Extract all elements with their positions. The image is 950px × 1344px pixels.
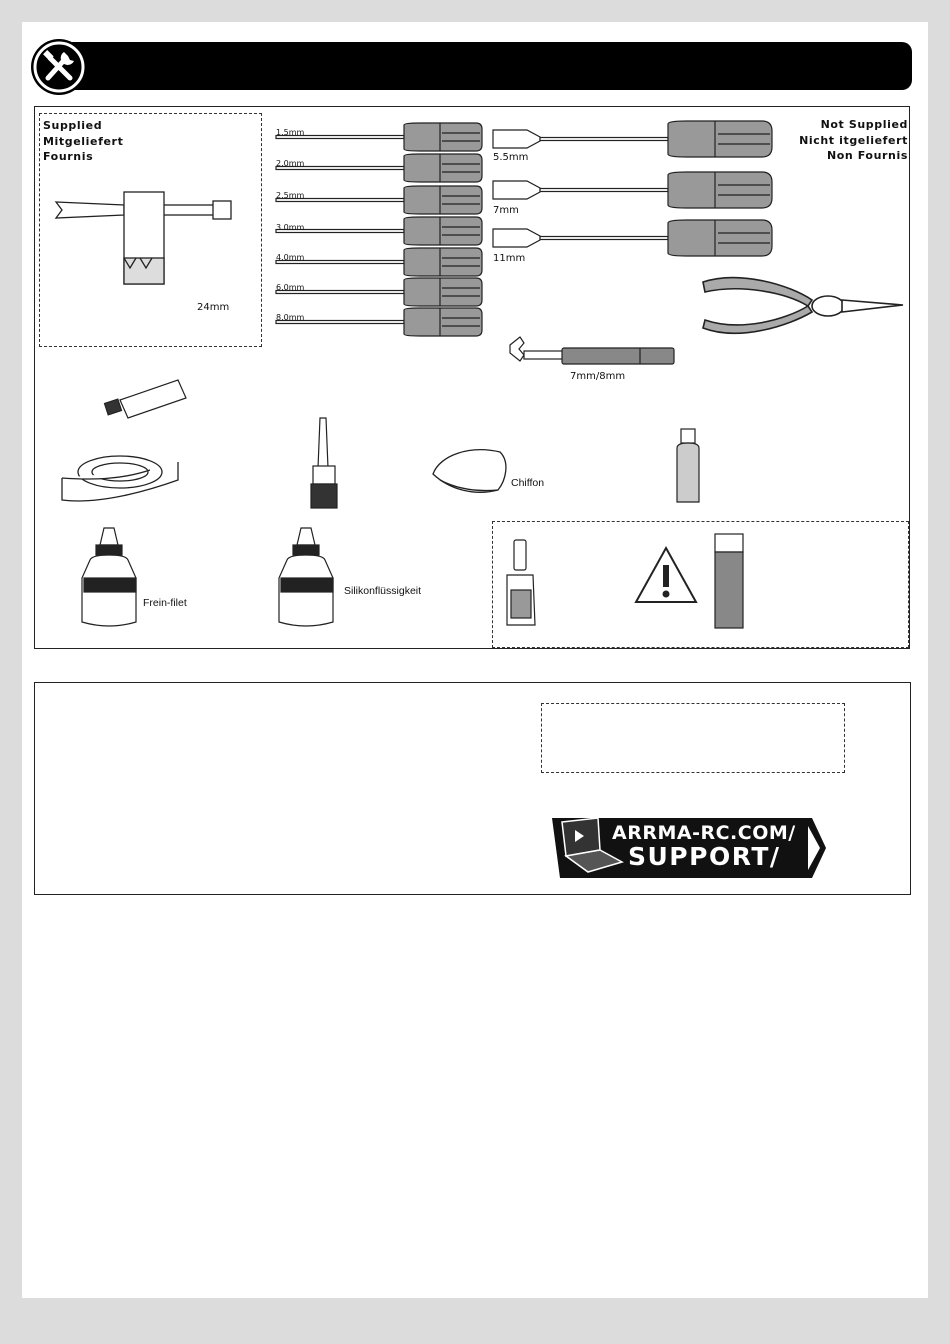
support-url-line2[interactable]: SUPPORT/ <box>628 842 781 871</box>
hex-driver-label: 1.5mm <box>276 128 305 137</box>
hex-driver-label: 3.0mm <box>276 223 305 232</box>
silicone-label: Silikonflüssigkeit <box>344 585 422 597</box>
hex-driver-label: 4.0mm <box>276 253 305 262</box>
nut-driver-label: 11mm <box>493 253 526 264</box>
not-supplied-fr: Non Fournis <box>826 149 908 162</box>
threadlock-label: Frein-filet <box>143 597 187 609</box>
cross-wrench-size-label: 24mm <box>197 302 230 313</box>
hex-driver-label: 2.5mm <box>276 191 305 200</box>
hex-driver-label: 6.0mm <box>276 283 305 292</box>
supplied-de: Mitgeliefert <box>43 134 124 148</box>
hex-driver-label: 8.0mm <box>276 313 305 322</box>
supplied-en: Supplied <box>43 119 103 132</box>
not-supplied-de: Nicht itgeliefert <box>799 133 908 147</box>
threadlock-cap-text: TL <box>91 596 113 614</box>
hex-driver-label: 2.0mm <box>276 159 305 168</box>
nut-driver-label: 5.5mm <box>493 152 529 163</box>
cloth-label: Chiffon <box>511 477 545 489</box>
nut-driver-label: 7mm <box>493 205 519 216</box>
support-url-line1[interactable]: ARRMA-RC.COM/ <box>612 822 796 844</box>
not-supplied-en: Not Supplied <box>820 118 908 131</box>
supplied-fr: Fournis <box>43 150 94 163</box>
turnbuckle-wrench-label: 7mm/8mm <box>570 371 626 382</box>
